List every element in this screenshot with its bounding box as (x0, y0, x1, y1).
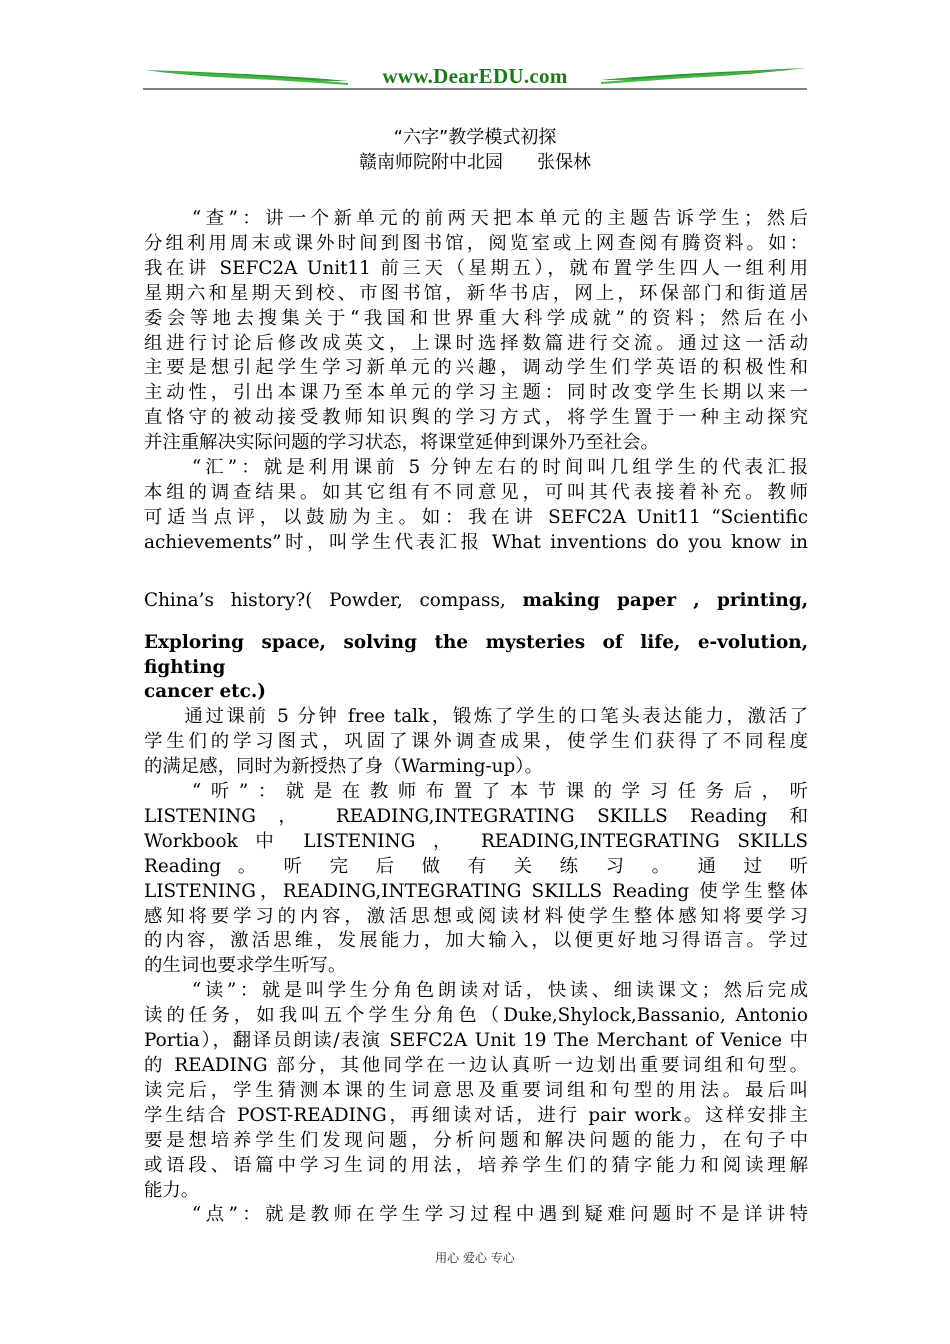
text-line: LISTENING ， READING,INTEGRATING SKILLS Reading 和 (144, 805, 808, 827)
text-line: “汇”：就是利用课前 5 分钟左右的时间叫几组学生的代表汇报 (191, 457, 808, 479)
text-line: 学生们的学习图式，巩固了课外调查成果，使学生们获得了不同程度 (144, 731, 808, 753)
author-school: 赣南师院附中北园 (359, 152, 503, 173)
text-line: 直恪守的被动接受教师知识舆的学习方式，将学生置于一种主动探究 (144, 407, 808, 429)
text-line: 主动性，引出本课乃至本单元的学习主题：同时改变学生长期以来一 (144, 382, 808, 404)
site-brand: www.DearEDU.com (382, 64, 568, 88)
text-line: 的生词也要求学生听写。 (144, 955, 347, 977)
text-line: 的满足感，同时为新授热了身（Warming-up）。 (144, 756, 543, 778)
text-line: “听”：就是在教师布置了本节课的学习任务后，听 (191, 781, 808, 803)
text-line: 读完后，学生猜测本课的生词意思及重要词组和句型的用法。最后叫 (144, 1079, 808, 1101)
text-line: 我在讲 SEFC2A Unit11 前三天（星期五），就布置学生四人一组利用 (144, 257, 808, 279)
text-line: 委会等地去搜集关于“我国和世界重大科学成就”的资料；然后在小 (144, 307, 808, 329)
text-line: “点”：就是教师在学生学习过程中遇到疑难问题时不是详讲特 (191, 1204, 808, 1226)
text-line: Portia），翻译员朗读/表演 SEFC2A Unit 19 The Merchant of Venice 中 (144, 1030, 808, 1052)
text-line: Reading 。 听 完 后 做 有 关 练 习 。 通 过 听 (144, 855, 808, 877)
author-line (0, 148, 950, 174)
text-segment-bold: making paper , printing, (522, 589, 808, 611)
text-line: 能力。 (144, 1179, 200, 1201)
site-header-banner (143, 62, 807, 92)
text-line: 学生结合 POST-READING，再细读对话，进行 pair work。这样安排主 (144, 1104, 808, 1126)
text-line: “读”：就是叫学生分角色朗读对话，快读、细读课文；然后完成 (191, 980, 808, 1002)
text-line (144, 589, 808, 614)
text-line: 组进行讨论后修改成英文，上课时选择数篇进行交流。通过这一活动 (144, 332, 808, 354)
page-footer: 用心 爱心 专心 (435, 1251, 515, 1265)
text-line: 本组的调查结果。如其它组有不同意见，可叫其代表接着补充。教师 (144, 481, 808, 503)
text-line: cancer etc.) (144, 681, 266, 703)
text-line: 感知将要学习的内容，激活思想或阅读材料使学生整体感知将要学习 (144, 905, 808, 927)
text-line: Exploring space, solving the mysteries of life, e-volution, fighting (144, 631, 808, 678)
text-line: 星期六和星期天到校、市图书馆，新华书店，网上，环保部门和街道居 (144, 282, 808, 304)
page-title: “六字”教学模式初探 (393, 127, 557, 148)
text-line: 或语段、语篇中学习生词的用法，培养学生们的猜字能力和阅读理解 (144, 1154, 808, 1176)
text-line: 要是想培养学生们发现问题，分析问题和解决问题的能力，在句子中 (144, 1129, 808, 1151)
text-segment: China’s history?( Powder, compass, (144, 589, 506, 611)
text-line: 主要是想引起学生学习新单元的兴趣，调动学生们学英语的积极性和 (144, 357, 808, 379)
text-line: 可适当点评，以鼓励为主。如：我在讲 SEFC2A Unit11 “Scientific (144, 506, 808, 528)
text-line: 分组利用周末或课外时间到图书馆，阅览室或上网查阅有腾资料。如： (144, 232, 808, 254)
text-line: 的内容，激活思维，发展能力，加大输入，以便更好地习得语言。学过 (144, 930, 808, 952)
text-line: LISTENING，READING,INTEGRATING SKILLS Reading 使学生整体 (144, 880, 808, 902)
text-line: 读的任务，如我叫五个学生分角色（Duke,Shylock,Bassanio, Antonio (144, 1005, 808, 1027)
text-line: Workbook 中 LISTENING ， READING,INTEGRATING SKILLS (144, 830, 808, 852)
text-line: achievements”时，叫学生代表汇报 What inventions do you know in (144, 531, 808, 553)
text-line: 通过课前 5 分钟 free talk，锻炼了学生的口笔头表达能力，激活了 (184, 706, 808, 728)
article-body (144, 207, 808, 1228)
text-line: 并注重解决实际问题的学习状态，将课堂延伸到课外乃至社会。 (144, 432, 659, 454)
text-line: 的 READING 部分，其他同学在一边认真听一边划出重要词组和句型。 (144, 1055, 808, 1076)
text-line: “查”：讲一个新单元的前两天把本单元的主题告诉学生；然后 (191, 208, 808, 229)
author-name: 张保林 (537, 152, 591, 173)
